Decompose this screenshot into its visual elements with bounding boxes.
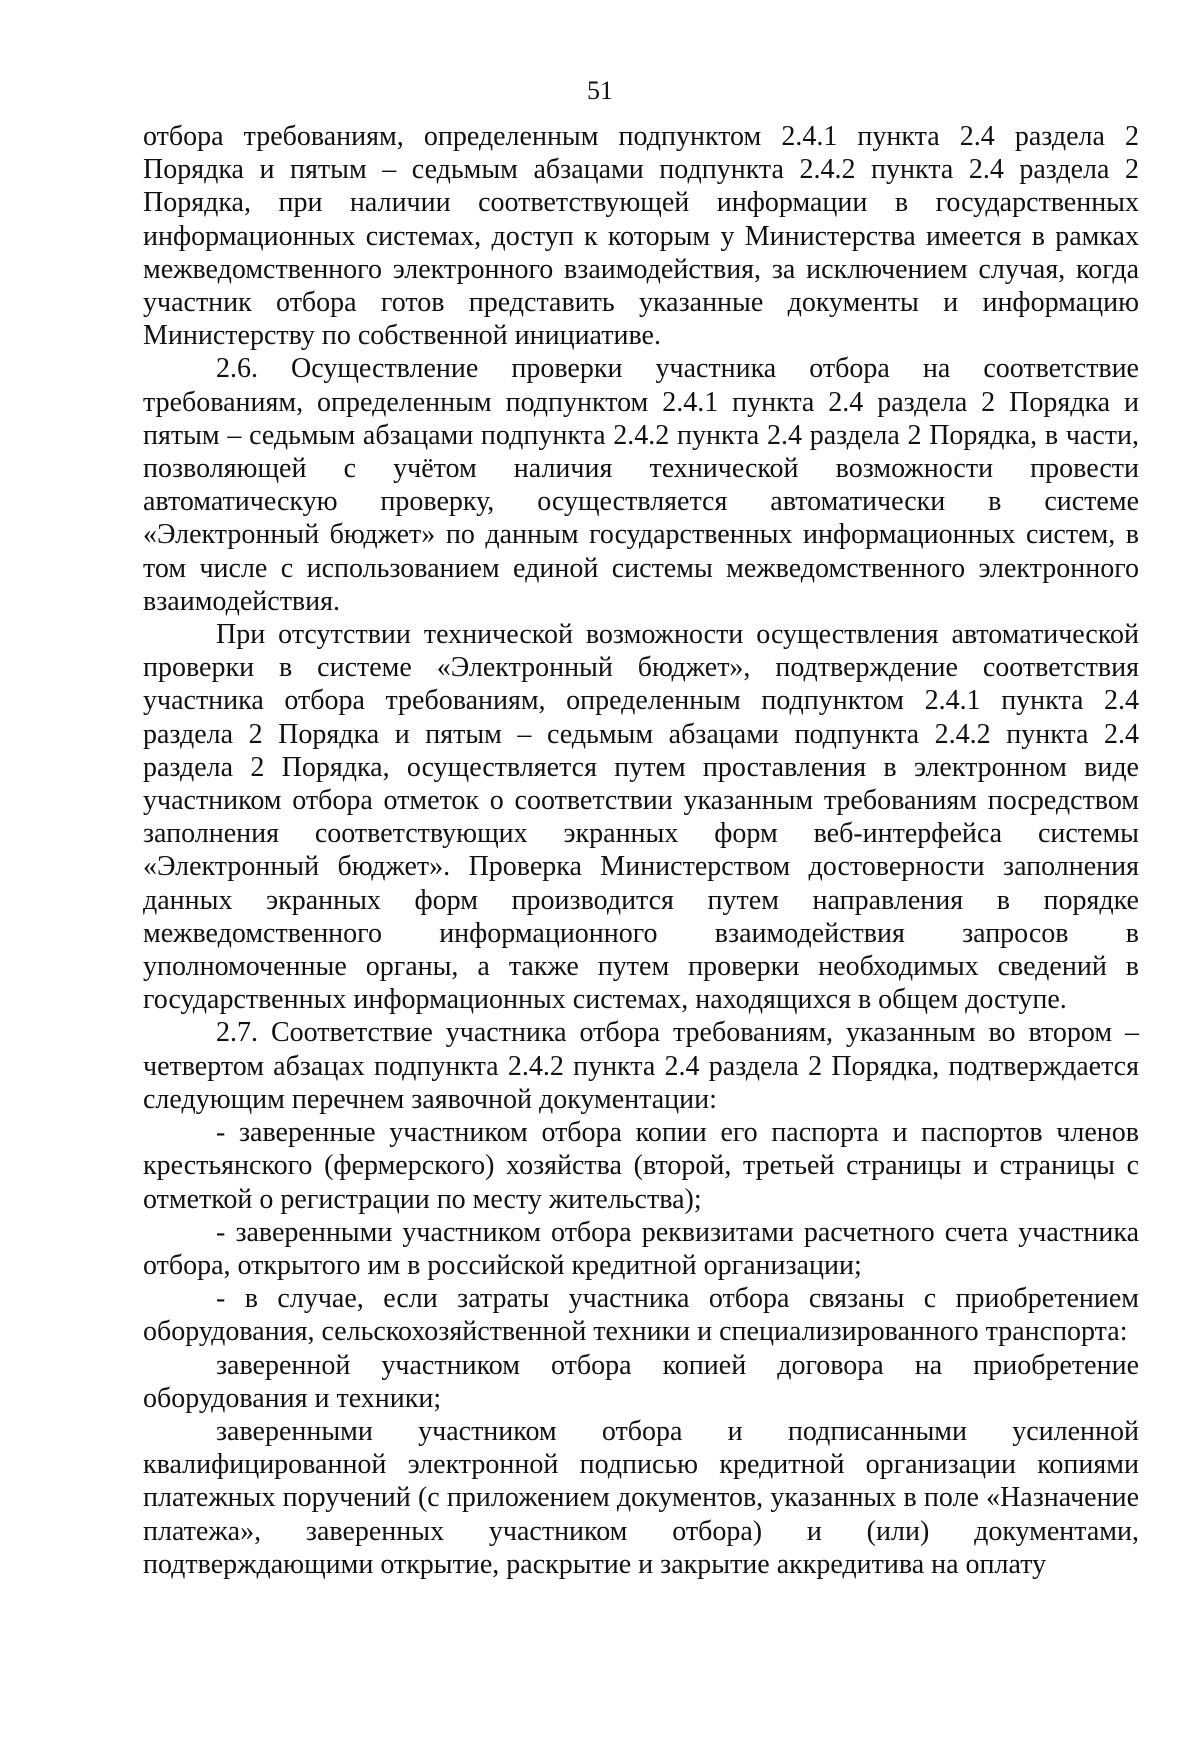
sub-item-purchase-contract: заверенной участником отбора копией договора на приобретение оборудования и техники; bbox=[143, 1349, 1139, 1414]
paragraph-no-automatic-check: При отсутствии технической возможности осуществления автоматической проверки в системе «Электронный бюджет», подтверждение соответствия участника отбора требованиям, определенным подпунктом 2.4.1 пункта 2.4 раздела 2 Порядка и пятым – седьмым абзацами подпункта 2.4.2 пункта 2.4 раздела 2 Порядка, осуществляется путем проставления в электронном виде участником отбора отметок о соответствии указанным требованиям посредством заполнения соответствующих экранных форм веб-интерфейса системы «Электронный бюджет». Проверка Министерством достоверности заполнения данных экранных форм производится путем направления в порядке межведомственного информационного взаимодействия запросов в уполномоченные органы, а также путем проверки необходимых сведений в государственных информационных системах, находящихся в общем доступе. bbox=[143, 619, 1139, 1016]
paragraph-2-6: 2.6. Осуществление проверки участника отбора на соответствие требованиям, определенным подпунктом 2.4.1 пункта 2.4 раздела 2 Порядка и пятым – седьмым абзацами подпункта 2.4.2 пункта 2.4 раздела 2 Порядка, в части, позволяющей с учётом наличия технической возможности провести автоматическую проверку, осуществляется автоматически в системе «Электронный бюджет» по данным государственных информационных систем, в том числе с использованием единой системы межведомственного электронного взаимодействия. bbox=[143, 353, 1139, 617]
paragraph-2-7: 2.7. Соответствие участника отбора требованиям, указанным во втором – четвертом абзацах подпункта 2.4.2 пункта 2.4 раздела 2 Порядка, подтверждается следующим перечнем заявочной документации: bbox=[143, 1017, 1139, 1115]
sub-item-payment-orders: заверенными участником отбора и подписанными усиленной квалифицированной электронной подписью кредитной организации копиями платежных поручений (с приложением документов, указанных в поле «Назначение платежа», заверенных участником отбора) и (или) документами, подтверждающими открытие, раскрытие и закрытие аккредитива на оплату bbox=[143, 1415, 1139, 1580]
paragraph-continuation: отбора требованиям, определенным подпунктом 2.4.1 пункта 2.4 раздела 2 Порядка и пятым – седьмым абзацами подпункта 2.4.2 пункта 2.4 раздела 2 Порядка, при наличии соответствующей информации в государственных информационных системах, доступ к которым у Министерства имеется в рамках межведомственного электронного взаимодействия, за исключением случая, когда участник отбора готов представить указанные документы и информацию Министерству по собственной инициативе. bbox=[143, 121, 1139, 352]
list-item-bank-details: - заверенными участником отбора реквизитами расчетного счета участника отбора, открытого им в российской кредитной организации; bbox=[143, 1216, 1139, 1281]
page-number: 51 bbox=[587, 76, 613, 105]
list-item-equipment-costs: - в случае, если затраты участника отбора связаны с приобретением оборудования, сельскохозяйственной техники и специализированного транспорта: bbox=[143, 1283, 1139, 1348]
list-item-passport-copies: - заверенные участником отбора копии его паспорта и паспортов членов крестьянского (фермерского) хозяйства (второй, третьей страницы и страницы с отметкой о регистрации по месту жительства); bbox=[143, 1117, 1139, 1215]
document-body bbox=[143, 120, 1139, 1581]
